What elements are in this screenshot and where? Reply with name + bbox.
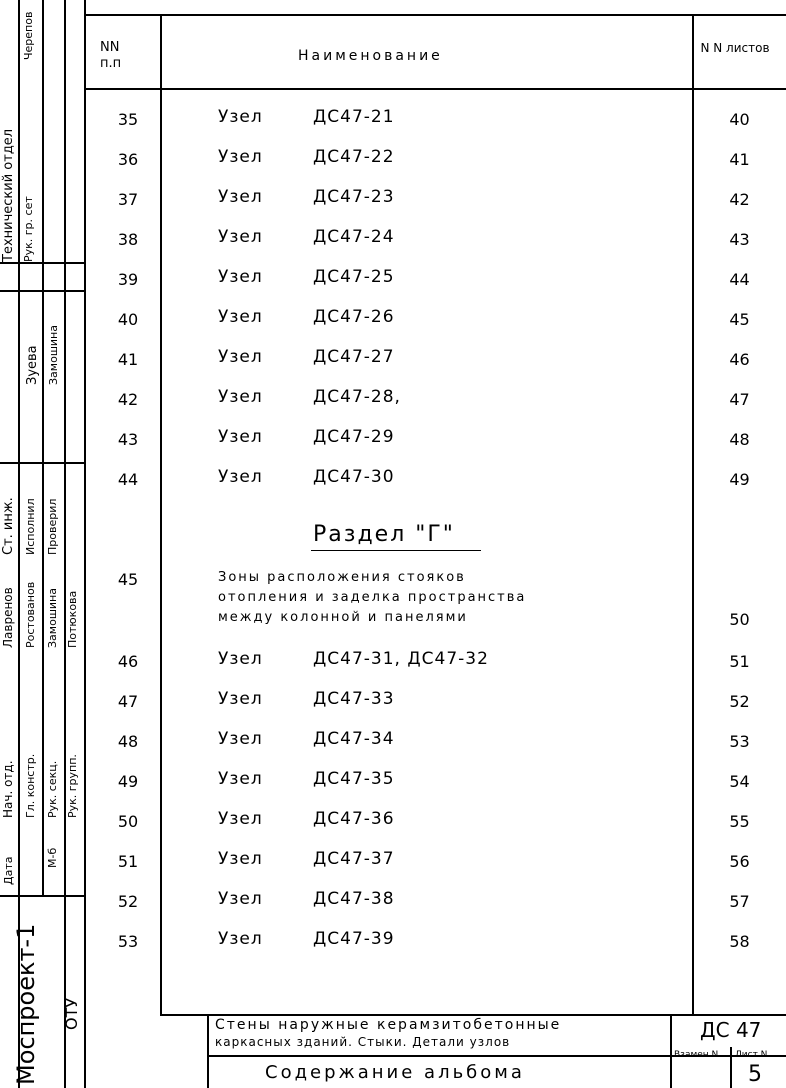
row-number: 40 (117, 310, 139, 329)
row-number: 50 (117, 812, 139, 831)
section-desc-1: Зоны расположения стояков (218, 570, 466, 585)
side-proveril: Проверил (46, 498, 59, 555)
title-block-right (670, 1014, 672, 1088)
row-name (218, 347, 395, 367)
row-code: ДС47-26 (313, 307, 395, 327)
row-word: Узел (218, 427, 263, 447)
row-sheet: 48 (729, 430, 750, 449)
title-line2: каркасных зданий. Стыки. Детали узлов (215, 1035, 511, 1049)
row-number: 48 (117, 732, 139, 751)
row-code: ДС47-31, ДС47-32 (313, 649, 489, 669)
row-word: Узел (218, 889, 263, 909)
header-bottom-line (85, 88, 786, 90)
row-name (218, 889, 395, 909)
side-h2 (0, 290, 85, 292)
row-word: Узел (218, 769, 263, 789)
section-desc-3: между колонной и панелями (218, 610, 468, 625)
section-underline (311, 550, 481, 551)
row-name (218, 427, 395, 447)
row-word: Узел (218, 689, 263, 709)
row-number: 43 (117, 430, 139, 449)
row-name (218, 227, 395, 247)
row-number: 39 (117, 270, 139, 289)
row-sheet: 40 (729, 110, 750, 129)
row-code: ДС47-33 (313, 689, 395, 709)
row-sheet: 49 (729, 470, 750, 489)
row-name (218, 809, 395, 829)
side-line-2 (42, 0, 44, 895)
row-sheet: 51 (729, 652, 750, 671)
row-word: Узел (218, 227, 263, 247)
row-code: ДС47-39 (313, 929, 395, 949)
side-nach-otd: Нач. отд. (1, 760, 15, 818)
side-chertezh: Черепов (22, 11, 35, 60)
row-sheet: 53 (729, 732, 750, 751)
side-date-val: М-б (46, 847, 59, 868)
side-zamoshina2: Замошина (46, 588, 59, 648)
row-code: ДС47-34 (313, 729, 395, 749)
row-word: Узел (218, 187, 263, 207)
row-sheet: 56 (729, 852, 750, 871)
side-h3 (0, 462, 85, 464)
title-block-left (207, 1014, 209, 1088)
row-sheet: 54 (729, 772, 750, 791)
row-number: 42 (117, 390, 139, 409)
side-dept: ОТУ (62, 997, 81, 1030)
row-name (218, 689, 395, 709)
row-word: Узел (218, 267, 263, 287)
section-title: Раздел "Г" (313, 522, 455, 547)
side-h1 (0, 262, 85, 264)
row-number: 41 (117, 350, 139, 369)
row-code: ДС47-21 (313, 107, 395, 127)
row-code: ДС47-22 (313, 147, 395, 167)
row-word: Узел (218, 649, 263, 669)
row-word: Узел (218, 307, 263, 327)
top-border (85, 14, 786, 16)
side-data: Дата (2, 856, 15, 885)
title-line1: Стены наружные керамзитобетонные (215, 1017, 562, 1033)
row-number: 38 (117, 230, 139, 249)
row-sheet: 45 (729, 310, 750, 329)
row-name (218, 107, 395, 127)
side-ispolnil: Исполнил (24, 498, 37, 555)
section-sheet: 50 (729, 610, 750, 629)
header-col-name: Наименование (298, 48, 443, 64)
row-code: ДС47-29 (313, 427, 395, 447)
row-word: Узел (218, 849, 263, 869)
row-number: 51 (117, 852, 139, 871)
row-code: ДС47-38 (313, 889, 395, 909)
row-name (218, 387, 401, 407)
row-sheet: 47 (729, 390, 750, 409)
side-h4 (0, 895, 85, 897)
row-code: ДС47-37 (313, 849, 395, 869)
row-name (218, 649, 489, 669)
row-sheet: 55 (729, 812, 750, 831)
vzamen-label: Взамен N (674, 1050, 719, 1060)
row-word: Узел (218, 147, 263, 167)
section-num: 45 (117, 570, 139, 589)
frame-left-line (84, 0, 86, 1088)
title-block-sheet-div (730, 1047, 732, 1088)
title-block-top (160, 1014, 786, 1016)
row-word: Узел (218, 929, 263, 949)
row-code: ДС47-30 (313, 467, 395, 487)
row-name (218, 307, 395, 327)
sheet-number: 5 (748, 1062, 762, 1087)
row-number: 37 (117, 190, 139, 209)
row-number: 44 (117, 470, 139, 489)
col-sheet-divider (692, 14, 694, 1016)
row-sheet: 42 (729, 190, 750, 209)
row-code: ДС47-28, (313, 387, 401, 407)
row-number: 52 (117, 892, 139, 911)
side-ruk-grupp: Рук. групп. (66, 754, 79, 818)
row-name (218, 467, 395, 487)
side-ruk-sekts: Рук. секц. (46, 760, 59, 818)
side-rostovanov: Ростованов (24, 581, 37, 648)
side-zamoshina: Замошина (47, 325, 60, 385)
row-sheet: 44 (729, 270, 750, 289)
row-name (218, 267, 395, 287)
row-word: Узел (218, 729, 263, 749)
row-sheet: 43 (729, 230, 750, 249)
side-gl-konstr: Гл. констр. (24, 753, 37, 818)
row-name (218, 187, 395, 207)
row-name (218, 849, 395, 869)
row-code: ДС47-35 (313, 769, 395, 789)
row-word: Узел (218, 467, 263, 487)
row-code: ДС47-27 (313, 347, 395, 367)
row-number: 47 (117, 692, 139, 711)
row-sheet: 46 (729, 350, 750, 369)
row-word: Узел (218, 347, 263, 367)
row-word: Узел (218, 809, 263, 829)
side-ruk-grp: Рук. гр. сет (22, 196, 35, 262)
row-sheet: 57 (729, 892, 750, 911)
side-org: Моспроект-1 (12, 923, 40, 1085)
title-line3: Содержание альбома (265, 1062, 525, 1083)
side-lavrenov: Лавренов (1, 587, 15, 648)
side-st-inzh: Ст. инж. (1, 497, 16, 555)
row-code: ДС47-25 (313, 267, 395, 287)
section-desc-2: отопления и заделка пространства (218, 590, 527, 605)
row-code: ДС47-23 (313, 187, 395, 207)
series-code: ДС 47 (700, 1018, 762, 1042)
row-code: ДС47-36 (313, 809, 395, 829)
row-sheet: 41 (729, 150, 750, 169)
side-tech-dept: Технический отдел (1, 128, 16, 262)
row-sheet: 52 (729, 692, 750, 711)
row-number: 36 (117, 150, 139, 169)
row-name (218, 769, 395, 789)
header-col-sheets: N N листов (700, 41, 770, 55)
row-number: 46 (117, 652, 139, 671)
row-name (218, 729, 395, 749)
side-line-3 (64, 0, 66, 1088)
row-number: 49 (117, 772, 139, 791)
row-number: 35 (117, 110, 139, 129)
row-name (218, 147, 395, 167)
sheet-label: Лист N (735, 1050, 768, 1060)
row-number: 53 (117, 932, 139, 951)
side-potyukova: Потюкова (66, 590, 79, 648)
row-name (218, 929, 395, 949)
header-col-num: NN п.п (100, 40, 122, 71)
row-word: Узел (218, 107, 263, 127)
row-sheet: 58 (729, 932, 750, 951)
col-num-divider (160, 14, 162, 1016)
side-zueva: Зуева (25, 345, 40, 385)
row-word: Узел (218, 387, 263, 407)
row-code: ДС47-24 (313, 227, 395, 247)
